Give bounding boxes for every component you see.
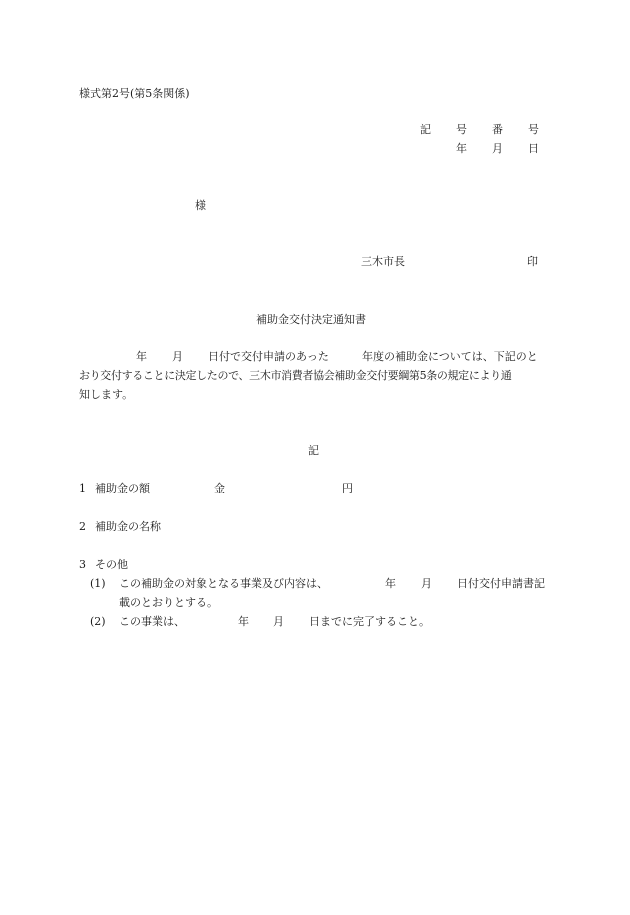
sub-item-1-tsuki: 月 <box>421 577 432 590</box>
form-label: 様式第2号(第5条関係) <box>79 87 190 100</box>
sub-item-1-continuation: 載のとおりとする。 <box>119 596 218 609</box>
item-2-number: 2 <box>79 520 86 533</box>
item-1-number: 1 <box>79 482 86 495</box>
sub-item-2-text-b: 日までに完了すること。 <box>309 615 430 628</box>
sub-item-2-tsuki: 月 <box>273 615 284 628</box>
body-hizuke: 日付で交付申請のあった <box>208 350 329 363</box>
item-1-yen: 円 <box>342 482 353 495</box>
sub-item-2-text: この事業は、 <box>119 615 185 628</box>
reference-ban: 番 <box>492 123 503 136</box>
seal-mark: 印 <box>527 255 538 268</box>
reference-ki: 記 <box>420 123 431 136</box>
sub-item-1-number: (1) <box>90 577 106 590</box>
sub-item-2-nen: 年 <box>238 615 249 628</box>
item-2-label: 補助金の名称 <box>95 520 161 533</box>
sub-item-1-text-b: 日付交付申請書記 <box>457 577 545 590</box>
item-3-label: その他 <box>95 558 128 571</box>
body-nen: 年 <box>136 350 147 363</box>
date-month: 月 <box>492 142 503 155</box>
reference-go-2: 号 <box>528 123 539 136</box>
body-tsuki: 月 <box>172 350 183 363</box>
body-line-2: おり交付することに決定したので、三木市消費者協会補助金交付要綱第5条の規定により通 <box>79 369 512 382</box>
document-title: 補助金交付決定通知書 <box>256 313 366 326</box>
item-1-label: 補助金の額 <box>95 482 150 495</box>
issuer-name: 三木市長 <box>361 255 405 268</box>
sub-item-1-text: この補助金の対象となる事業及び内容は、 <box>119 577 328 590</box>
record-heading: 記 <box>308 444 319 457</box>
date-day: 日 <box>528 142 539 155</box>
reference-go: 号 <box>456 123 467 136</box>
date-year: 年 <box>456 142 467 155</box>
item-3-number: 3 <box>79 558 86 571</box>
sub-item-1-nen: 年 <box>385 577 396 590</box>
item-1-kin: 金 <box>214 482 225 495</box>
addressee-honorific: 様 <box>195 199 206 212</box>
body-nendo: 年度の補助金については、下記のと <box>362 350 538 363</box>
body-line-3: 知します。 <box>79 388 134 401</box>
sub-item-2-number: (2) <box>90 615 106 628</box>
